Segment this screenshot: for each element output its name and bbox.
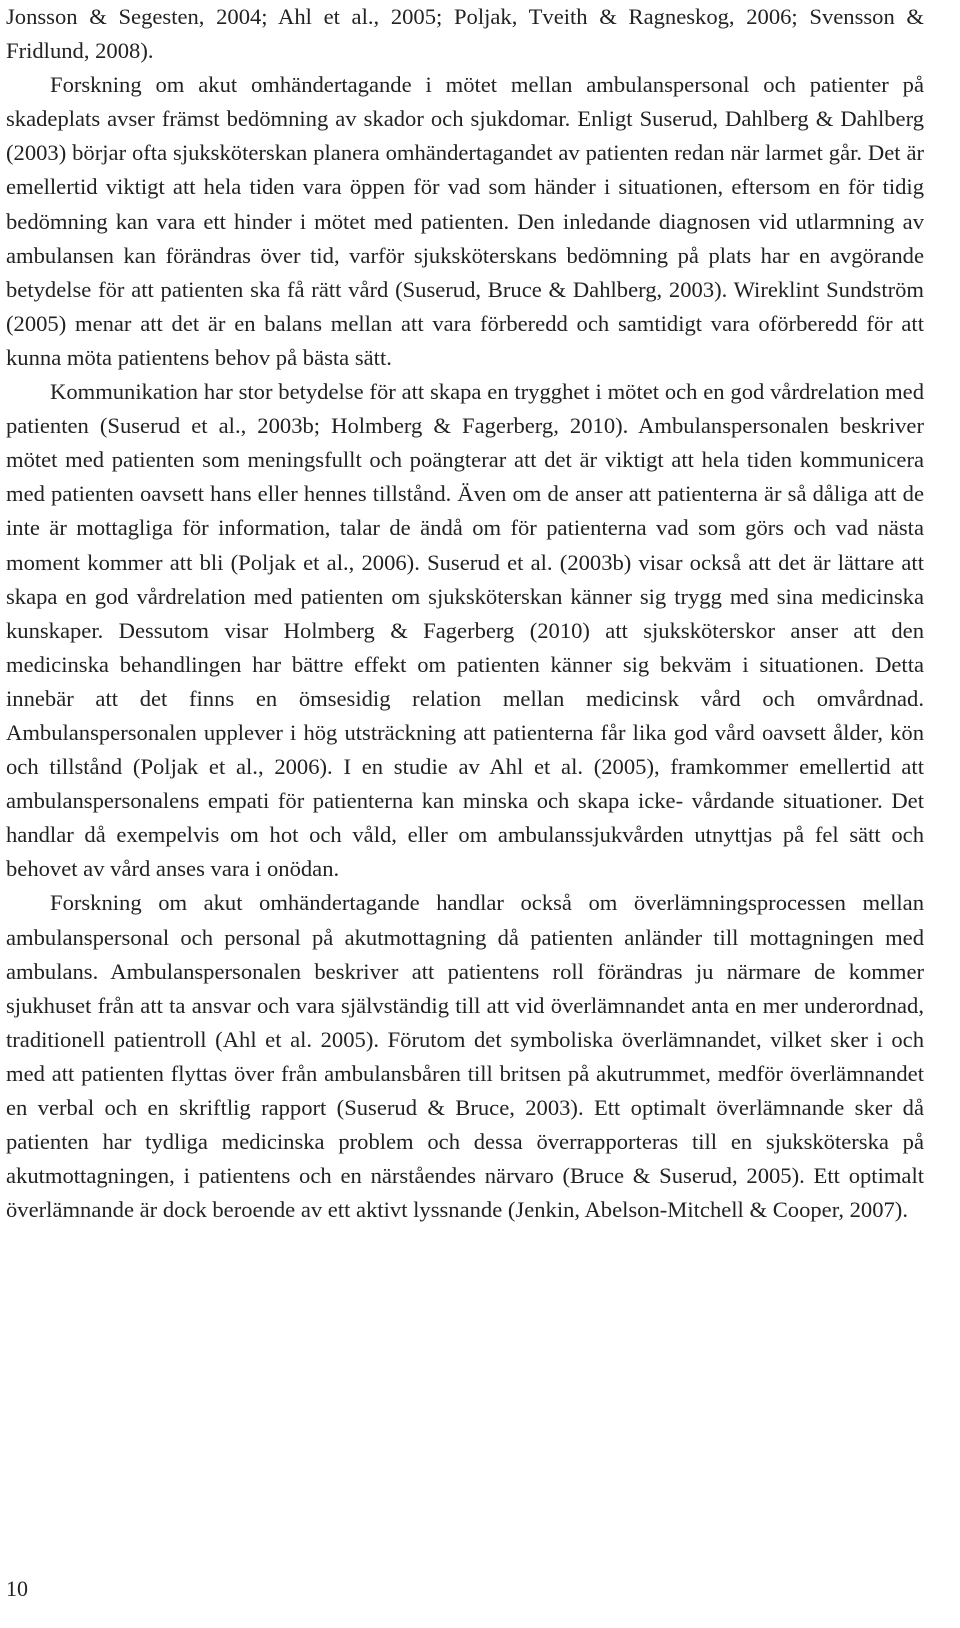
paragraph-assessment: Forskning om akut omhändertagande i mötet mellan ambulanspersonal och patienter på skadeplats avser främst bedömning av skador och sjukdomar. Enligt Suserud, Dahlberg & Dahlberg (2003) börjar ofta sjuksköterskan planera omhändertagandet av patienten redan när larmet går. Det är emellertid viktigt att hela tiden vara öppen för vad som händer i situationen, eftersom en för tidig bedömning kan vara ett hinder i mötet med patienten. Den inledande diagnosen vid utlarmning av ambulansen kan förändras över tid, varför sjuksköterskans bedömning på plats har en avgörande betydelse för att patienten ska få rätt vård (Suserud, Bruce & Dahlberg, 2003). Wireklint Sundström (2005) menar att det är en balans mellan att vara förberedd och samtidigt vara oförberedd för att kunna möta patientens behov på bästa sätt. <box>6 72 924 370</box>
paragraph-continuation: Jonsson & Segesten, 2004; Ahl et al., 2005; Poljak, Tveith & Ragneskog, 2006; Svensson & Fridlund, 2008). <box>6 4 924 64</box>
document-page <box>6 0 924 1227</box>
page-number: 10 <box>6 1576 28 1601</box>
paragraph-handover: Forskning om akut omhändertagande handlar också om överlämningsprocessen mellan ambulanspersonal och personal på akutmottagning då patienten anländer till mottagningen med ambulans. Ambulanspersonalen beskriver att patientens roll förändras ju närmare de kommer sjukhuset från att ta ansvar och vara självständig till att vid överlämnandet anta en mer underordnad, traditionell patientroll (Ahl et al. 2005). Förutom det symboliska överlämnandet, vilket sker i och med att patienten flyttas över från ambulansbåren till britsen på akutrummet, medför överlämnandet en verbal och en skriftlig rapport (Suserud & Bruce, 2003). Ett optimalt överlämnande sker då patienten har tydliga medicinska problem och dessa överrapporteras till en sjuksköterska på akutmottagningen, i patientens och en närståendes närvaro (Bruce & Suserud, 2005). Ett optimalt överlämnande är dock beroende av ett aktivt lyssnande (Jenkin, Abelson-Mitchell & Cooper, 2007). <box>6 890 924 1223</box>
paragraph-communication: Kommunikation har stor betydelse för att skapa en trygghet i mötet och en god vårdrelation med patienten (Suserud et al., 2003b; Holmberg & Fagerberg, 2010). Ambulanspersonalen beskriver mötet med patienten som meningsfullt och poängterar att det är viktigt att hela tiden kommunicera med patienten oavsett hans eller hennes tillstånd. Även om de anser att patienterna är så dåliga att de inte är mottagliga för information, talar de ändå om för patienterna vad som görs och vad nästa moment kommer att bli (Poljak et al., 2006). Suserud et al. (2003b) visar också att det är lättare att skapa en god vårdrelation med patienten om sjuksköterskan känner sig trygg med sina medicinska kunskaper. Dessutom visar Holmberg & Fagerberg (2010) att sjuksköterskor anser att den medicinska behandlingen har bättre effekt om patienten känner sig bekväm i situationen. Detta innebär att det finns en ömsesidig relation mellan medicinsk vård och omvårdnad. Ambulanspersonalen upplever i hög utsträckning att patienterna får lika god vård oavsett ålder, kön och tillstånd (Poljak et al., 2006). I en studie av Ahl et al. (2005), framkommer emellertid att ambulanspersonalens empati för patienterna kan minska och skapa icke- vårdande situationer. Det handlar då exempelvis om hot och våld, eller om ambulanssjukvården utnyttjas på fel sätt och behovet av vård anses vara i onödan. <box>6 379 924 882</box>
